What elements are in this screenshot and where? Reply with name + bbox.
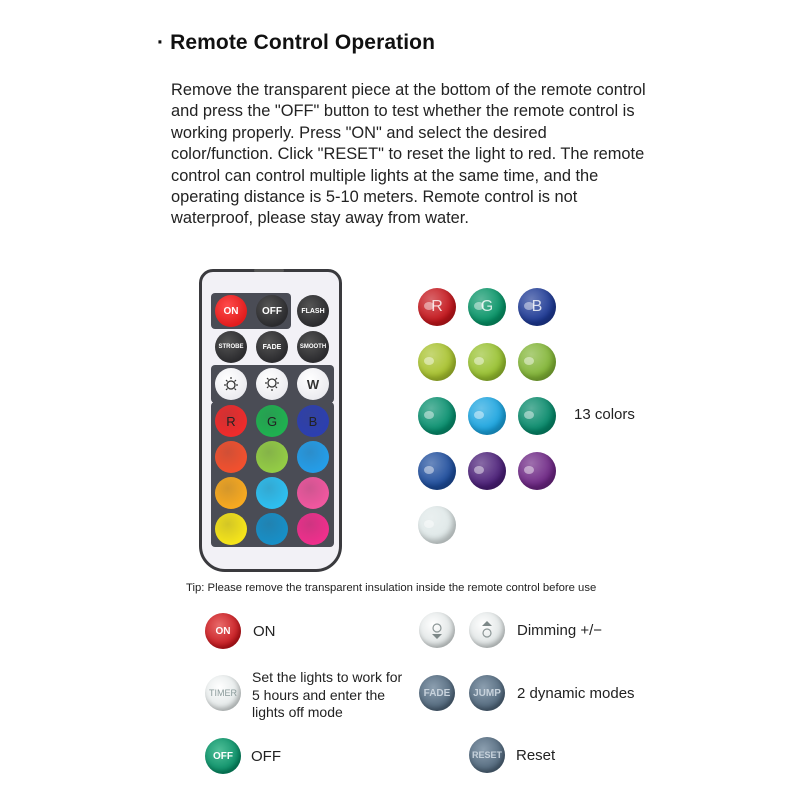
color-swatch: B xyxy=(518,288,556,326)
tip-text: Tip: Please remove the transparent insulation inside the remote control before use xyxy=(186,582,597,594)
color-swatch xyxy=(518,397,556,435)
reset-icon: RESET xyxy=(469,737,505,773)
color-swatch xyxy=(468,397,506,435)
brightness-down-icon xyxy=(215,368,247,400)
jump-mode-icon: JUMP xyxy=(469,675,505,711)
remote-on-button: ON xyxy=(215,295,247,327)
color-swatch xyxy=(518,343,556,381)
color-swatch: G xyxy=(468,288,506,326)
remote-color-button xyxy=(256,513,288,545)
remote-notch xyxy=(254,269,284,272)
color-swatch xyxy=(418,452,456,490)
remote-color-button xyxy=(297,513,329,545)
remote-color-button xyxy=(215,441,247,473)
remote-smooth-button: SMOOTH xyxy=(297,331,329,363)
timer-label: Set the lights to work for 5 hours and enter the lights off mode xyxy=(252,669,403,720)
brightness-up-icon xyxy=(256,368,288,400)
dimming-down-icon xyxy=(419,612,455,648)
color-swatch: R xyxy=(418,288,456,326)
color-swatch xyxy=(418,343,456,381)
remote-color-button: B xyxy=(297,405,329,437)
remote-color-button: G xyxy=(256,405,288,437)
remote-fade-button: FADE xyxy=(256,331,288,363)
remote-strobe-button: STROBE xyxy=(215,331,247,363)
remote-color-button xyxy=(256,441,288,473)
remote-control-image xyxy=(199,269,342,572)
remote-flash-button: FLASH xyxy=(297,295,329,327)
on-label: ON xyxy=(253,623,276,640)
color-swatch xyxy=(418,397,456,435)
color-swatch xyxy=(418,506,456,544)
color-swatch xyxy=(468,343,506,381)
off-label: OFF xyxy=(251,748,281,765)
title-bullet: · xyxy=(157,31,165,54)
remote-color-button xyxy=(215,477,247,509)
dimming-up-icon xyxy=(469,612,505,648)
off-icon: OFF xyxy=(205,738,241,774)
remote-color-button xyxy=(297,441,329,473)
color-swatch xyxy=(518,452,556,490)
colors-count-label: 13 colors xyxy=(574,406,635,423)
timer-icon: TIMER xyxy=(205,675,241,711)
dynamic-modes-label: 2 dynamic modes xyxy=(517,685,635,702)
description-paragraph: Remove the transparent piece at the bottom of the remote control and press the "OFF" button to test whether the remote control is working properly. Press "ON" and select the desired color/function. Click "RESET" to reset the light to red. The remote control can control multiple lights at the same time, and the operating distance is 5-10 meters. Remote control is not waterproof, please stay away from water. xyxy=(171,81,646,228)
reset-label: Reset xyxy=(516,747,556,764)
remote-color-button xyxy=(256,477,288,509)
remote-color-button xyxy=(297,477,329,509)
remote-off-button: OFF xyxy=(256,295,288,327)
color-swatch xyxy=(468,452,506,490)
title-text: Remote Control Operation xyxy=(170,31,436,54)
remote-color-button: R xyxy=(215,405,247,437)
section-title xyxy=(157,31,435,55)
remote-color-button xyxy=(215,513,247,545)
dimming-label: Dimming +/− xyxy=(517,622,603,639)
remote-white-button: W xyxy=(297,368,329,400)
fade-mode-icon: FADE xyxy=(419,675,455,711)
on-icon: ON xyxy=(205,613,241,649)
